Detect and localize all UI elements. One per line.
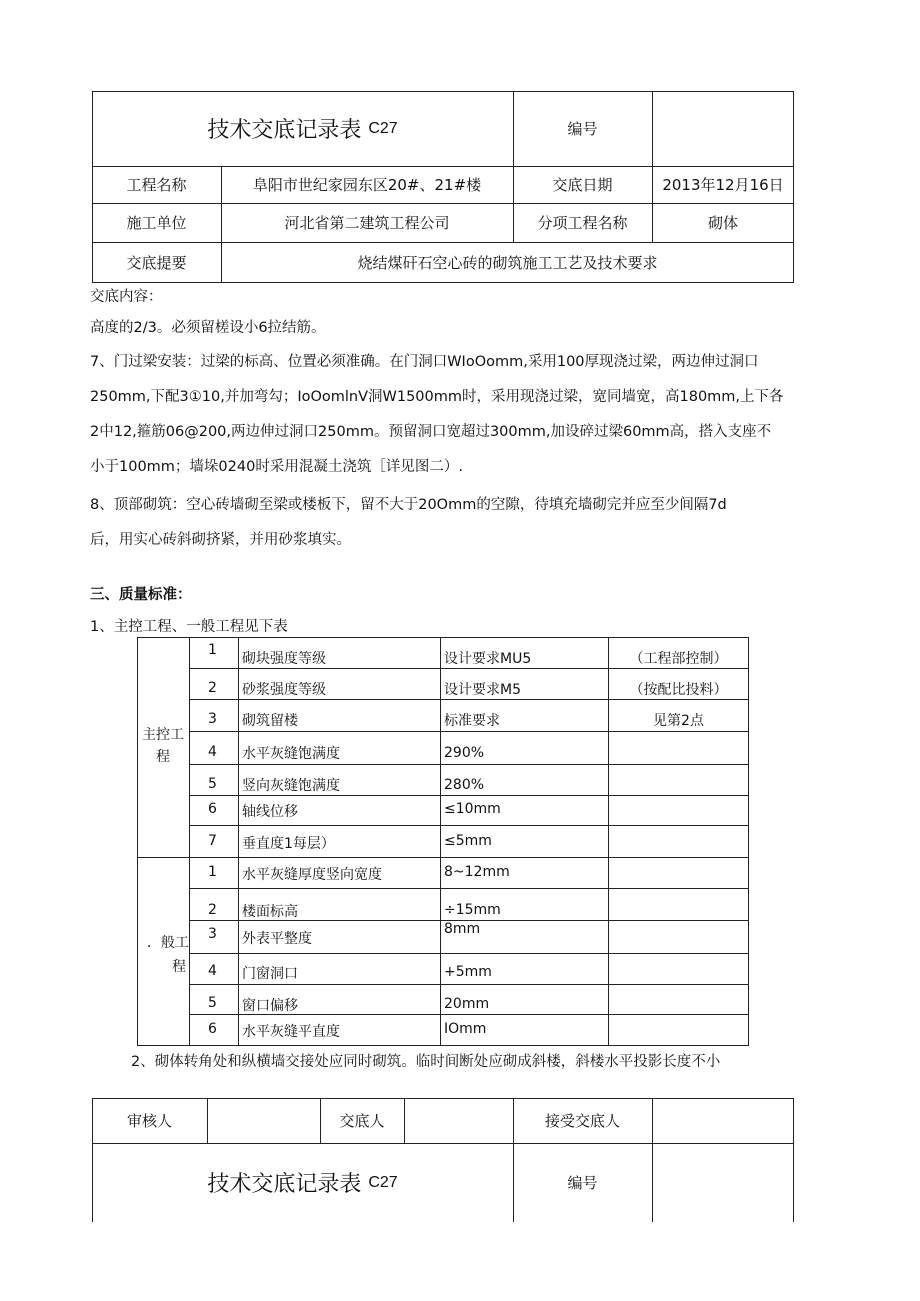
main-row-value: 设计要求MU5: [444, 651, 532, 667]
page-title-text: 技术交底记录表: [207, 118, 362, 143]
main-row-no: 2: [208, 680, 217, 696]
main-row-item: 砌块强度等级: [242, 651, 326, 667]
next-page-title: [92, 1143, 513, 1222]
main-row-item: 轴线位移: [242, 804, 298, 820]
general-row-item: 外表平整度: [242, 931, 312, 947]
main-row-item: 砂浆强度等级: [242, 682, 326, 698]
general-row-no: 1: [208, 864, 217, 880]
general-row-item: 窗口偏移: [242, 998, 298, 1014]
general-row-no: 5: [208, 995, 217, 1011]
quality-row-divider: [189, 825, 749, 826]
general-row-value: +5mm: [444, 964, 492, 980]
general-row-value: IOmm: [444, 1021, 487, 1037]
quality-row-divider: [189, 731, 749, 732]
main-row-value: 标准要求: [444, 713, 500, 729]
general-row-item: 楼面标高: [242, 904, 298, 920]
main-row-item: 水平灰缝饱满度: [242, 746, 340, 762]
main-row-item: 竖向灰缝饱满度: [242, 778, 340, 794]
main-row-no: 5: [208, 776, 217, 792]
quality-item-2: 2、砌体转角处和纵横墙交接处应同时砌筑。临时间断处应砌成斜楼，斜楼水平投影长度不小: [131, 1054, 721, 1070]
main-row-note: （按配比投料）: [629, 682, 728, 698]
footer-col-divider: [652, 1098, 653, 1222]
content-line: 后，用实心砖斜砌挤紧，并用砂浆填实。: [90, 532, 351, 548]
summary-label: 交底提要: [126, 254, 187, 272]
quality-row-divider: [189, 668, 749, 669]
general-row-item: 水平灰缝厚度竖向宽度: [242, 867, 382, 883]
main-row-no: 1: [208, 642, 217, 658]
content-line: 250mm,下配3①10,并加弯勾；IoOomlnV洞W1500mm时，采用现浇过梁，宽同墙宽，高180mm,上下各: [90, 389, 784, 405]
subitem-value: 砌体: [707, 214, 738, 232]
project-label: 工程名称: [126, 176, 187, 194]
general-group-label-1: ．般工: [147, 935, 189, 951]
footer-col-divider: [404, 1098, 405, 1143]
discloser-label: 交底人: [339, 1112, 385, 1130]
main-row-no: 3: [208, 711, 217, 727]
content-label: 交底内容：: [90, 289, 163, 305]
general-row-no: 2: [208, 902, 217, 918]
number-label: 编号: [567, 120, 598, 138]
main-row-value: 280%: [444, 777, 485, 793]
next-number-label: 编号: [567, 1174, 598, 1192]
main-row-item: 砌筑留楼: [242, 713, 298, 729]
quality-item-1: 1、主控工程、一般工程见下表: [90, 619, 288, 635]
unit-value: 河北省第二建筑工程公司: [284, 214, 450, 232]
main-row-note: 见第2点: [653, 713, 704, 729]
quality-row-divider: [189, 795, 749, 796]
content-line: 2中12,箍筋06@200,两边伸过洞口250mm。预留洞口宽超过300mm,加设碎过梁60mm高，搭入支座不: [90, 424, 772, 440]
general-row-item: 水平灰缝平直度: [242, 1024, 340, 1040]
quality-row-divider: [189, 953, 749, 954]
main-row-no: 6: [208, 801, 217, 817]
content-line: 高度的2/3。必须留槎设小6拉结筋。: [90, 320, 326, 336]
main-row-value: ≤5mm: [444, 833, 492, 849]
main-row-note: （工程部控制）: [629, 651, 728, 667]
general-row-value: ÷15mm: [444, 902, 501, 918]
next-page-title-text: 技术交底记录表: [207, 1172, 362, 1197]
main-control-group-text: 主控工程: [142, 727, 184, 765]
receiver-label: 接受交底人: [544, 1112, 620, 1130]
quality-row-divider: [189, 888, 749, 889]
main-row-value: 290%: [444, 745, 485, 761]
general-group-label-2: 程: [172, 959, 186, 975]
section-title: 三、质量标准：: [90, 587, 192, 603]
unit-label: 施工单位: [126, 214, 187, 232]
quality-group-divider: [137, 857, 749, 858]
general-row-value: 8mm: [444, 921, 481, 937]
content-line: 7、门过梁安装：过梁的标高、位置必须准确。在门洞口WIoOomm,采用100厚现浇过梁，两边伸过洞口: [90, 354, 759, 370]
general-row-no: 6: [208, 1021, 217, 1037]
main-row-value: 设计要求M5: [444, 682, 521, 698]
date-value: 2013年12月16日: [662, 176, 784, 194]
general-row-no: 3: [208, 926, 217, 942]
page-title: [92, 91, 513, 166]
summary-value: 烧结煤矸石空心砖的砌筑施工工艺及技术要求: [357, 254, 658, 272]
main-control-group-label: [138, 724, 188, 768]
general-row-item: 门窗洞口: [242, 966, 298, 982]
project-value: 阜阳市世纪家园东区20#、21#楼: [252, 176, 482, 194]
content-line: 8、顶部砌筑：空心砖墙砌至梁或楼板下，留不大于20Omm的空隙，待填充墙砌完并应至少间隔7d: [90, 497, 727, 513]
quality-row-divider: [189, 764, 749, 765]
main-row-item: 垂直度1每层）: [242, 836, 335, 852]
main-row-value: ≤10mm: [444, 801, 501, 817]
date-label: 交底日期: [552, 176, 613, 194]
main-row-no: 4: [208, 744, 217, 760]
main-row-no: 7: [208, 833, 217, 849]
footer-col-divider: [207, 1098, 208, 1143]
general-row-no: 4: [208, 963, 217, 979]
reviewer-label: 审核人: [126, 1112, 172, 1130]
subitem-label: 分项工程名称: [537, 214, 628, 232]
content-line: 小于100mm；墙垛0240时采用混凝土浇筑［详见图二）.: [90, 459, 463, 475]
next-form-code: C27: [368, 1173, 398, 1191]
number-value: [652, 91, 794, 166]
general-row-value: 20mm: [444, 996, 490, 1012]
general-row-value: 8~12mm: [444, 864, 510, 880]
form-code: C27: [368, 119, 398, 137]
footer-border-right: [793, 1098, 794, 1222]
quality-row-divider: [189, 699, 749, 700]
quality-row-divider: [189, 984, 749, 985]
